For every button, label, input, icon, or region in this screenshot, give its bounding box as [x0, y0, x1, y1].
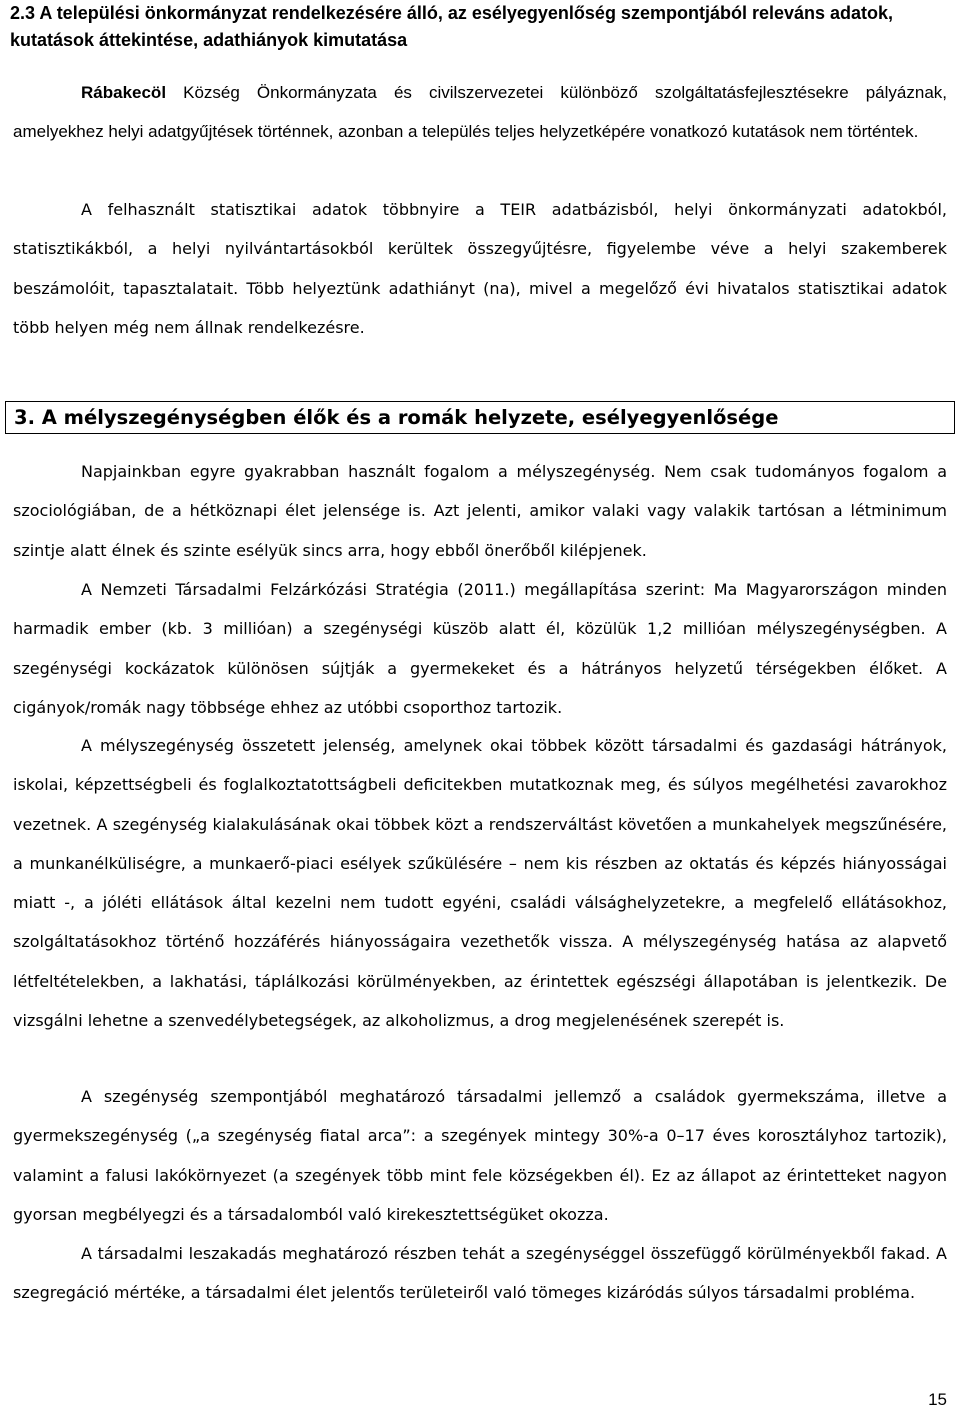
- municipality-name: Rábakecöl: [81, 83, 167, 102]
- paragraph-child-poverty: A szegénység szempontjából meghatározó társadalmi jellemző a családok gyermekszáma, illetve a gyermekszegénység („a szegénység fiatal arca”: a szegények mintegy 30%-a 0–17 éves korosztályhoz tartozik), valamint a falusi lakókörnyezet (a szegények több mint fele községekben él). Ez az állapot az érintetteket nagyon gyorsan megbélyegzi és a társadalomból való kirekesztettségüket okozza.: [13, 1087, 947, 1224]
- paragraph-deep-poverty-definition: Napjainkban egyre gyakrabban használt fogalom a mélyszegénység. Nem csak tudományos fogalom a szociológiában, de a hétköznapi élet jelensége is. Azt jelenti, amikor valaki vagy valakik tartósan a létminimum szintje alatt élnek és szinte esélyük sincs arra, hogy ebből önerőből kilépjenek.: [13, 462, 947, 560]
- paragraph-intro-text: Község Önkormányzata és civilszervezetei különböző szolgáltatásfejlesztésekre pályáznak, amelyekhez helyi adatgyűjtések történnek, azonban a település teljes helyzetképére vonatkozó kutatások nem történtek.: [13, 83, 947, 142]
- paragraph-national-strategy: A Nemzeti Társadalmi Felzárkózási Stratégia (2011.) megállapítása szerint: Ma Magyarországon minden harmadik ember (kb. 3 millióan) a szegénységi küszöb alatt él, közülük 1,2 millióan mélyszegénységben. A szegénységi kockázatok különösen sújtják a gyermekeket és a hátrányos helyzetű térségekben élőket. A cigányok/romák nagy többsége ehhez az utóbbi csoporthoz tartozik.: [13, 580, 947, 717]
- section-heading-2-3: 2.3 A települési önkormányzat rendelkezésére álló, az esélyegyenlőség szempontjából releváns adatok, kutatások áttekintése, adathiányok kimutatása: [10, 3, 894, 50]
- section-heading-3-box: [5, 401, 955, 434]
- page-number: 15: [928, 1390, 947, 1409]
- paragraph-poverty-causes: A mélyszegénység összetett jelenség, amelynek okai többek között társadalmi és gazdasági hátrányok, iskolai, képzettségbeli és foglalkoztatottságbeli deficitekben mutatkoznak meg, és súlyos megélhetési zavarokhoz vezetnek. A szegénység kialakulásának okai többek közt a rendszerváltást követően a munkahelyek megszűnésére, a munkanélküliségre, a munkaerő-piaci esélyek szűkülésére – nem kis részben az oktatás és képzés hiányosságai miatt -, a jóléti ellátások által kezelni nem tudott egyéni, családi válsághelyzetekre, a megfelelő ellátásokhoz, szolgáltatásokhoz történő hozzáférés hiányosságaira vezethetők vissza. A mélyszegénység hatása az alapvető létfeltételekben, a lakhatási, táplálkozási körülményekben, az érintettek egészségi állapotában is jelentkezik. De vizsgálni lehetne a szenvedélybetegségek, az alkoholizmus, a drog megjelenésének szerepét is.: [13, 736, 947, 1031]
- paragraph-social-exclusion: A társadalmi leszakadás meghatározó részben tehát a szegénységgel összefüggő körülményekből fakad. A szegregáció mértéke, a társadalmi élet jelentős területeiről való tömeges kizáródás súlyos társadalmi probléma.: [13, 1244, 947, 1303]
- paragraph-intro: [13, 73, 947, 152]
- paragraph-data-sources: A felhasznált statisztikai adatok többnyire a TEIR adatbázisból, helyi önkormányzati adatokból, statisztikákból, a helyi nyilvántartásokból kerültek összegyűjtésre, figyelembe véve a helyi szakemberek beszámolóit, tapasztalatait. Több helyeztünk adathiányt (na), mivel a megelőző évi hivatalos statisztikai adatok több helyen még nem állnak rendelkezésre.: [13, 200, 947, 337]
- section-heading-3: 3. A mélyszegénységben élők és a romák helyzete, esélyegyenlősége: [14, 405, 779, 429]
